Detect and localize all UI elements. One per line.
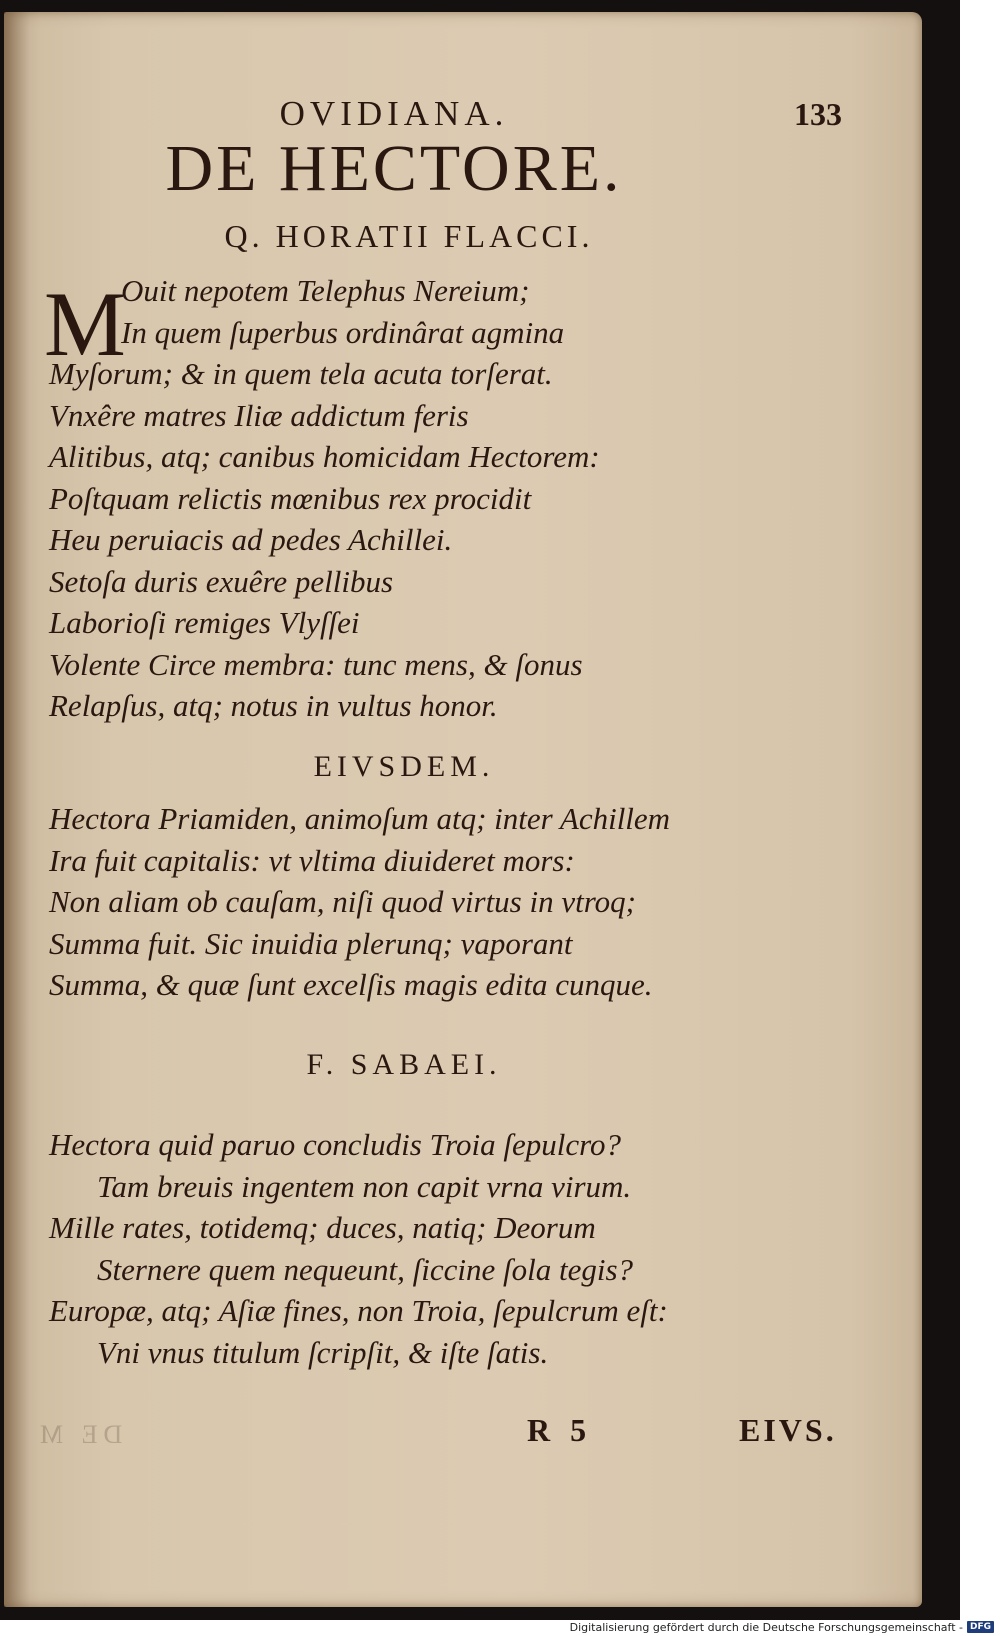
verse-line: Hectora quid paruo concludis Troia ſepulcro? bbox=[49, 1127, 622, 1162]
verse-line: Volente Circe membra: tunc mens, & ſonus bbox=[49, 646, 583, 682]
running-head: OVIDIANA. bbox=[279, 94, 509, 133]
page-number: 133 bbox=[794, 96, 842, 132]
section-heading-eiusdem: EIVSDEM. bbox=[313, 750, 495, 783]
verse-line: Vnxêre matres Iliæ addictum feris bbox=[49, 397, 469, 433]
verse-line: Sternere quem nequeunt, ſiccine ſola tegis? bbox=[97, 1251, 634, 1287]
show-through-text: DE M bbox=[34, 1420, 123, 1449]
verse-line: In quem ſuperbus ordinârat agmina bbox=[121, 314, 565, 350]
verse-line: Non aliam ob cauſam, niſi quod virtus in vtroq; bbox=[49, 884, 636, 919]
verse-line: Heu peruiacis ad pedes Achillei. bbox=[49, 522, 453, 557]
verse-line: Setoſa duris exuêre pellibus bbox=[49, 563, 394, 599]
poem-eiusdem bbox=[49, 798, 829, 1006]
verse-line: Europæ, atq; Aſiæ fines, non Troia, ſepulcrum eſt: bbox=[49, 1293, 668, 1328]
signature-mark: R 5 bbox=[527, 1412, 593, 1448]
verse-line: Ira fuit capitalis: vt vltima diuideret mors: bbox=[49, 842, 575, 878]
verse-line: Vni vnus titulum ſcripſit, & iſte ſatis. bbox=[97, 1334, 549, 1370]
poem-horace bbox=[49, 270, 829, 727]
verse-line: Hectora Priamiden, animoſum atq; inter Achillem bbox=[49, 801, 671, 836]
credit-text: Digitalisierung gefördert durch die Deutsche Forschungsgemeinschaft - bbox=[569, 1620, 963, 1634]
verse-line: Myſorum; & in quem tela acuta torſerat. bbox=[49, 356, 553, 391]
page-title: DE HECTORE. bbox=[165, 132, 623, 205]
book-page bbox=[4, 12, 922, 1607]
poem-sabaei bbox=[49, 1124, 829, 1373]
verse-line: Ouit nepotem Telephus Nereium; bbox=[121, 273, 530, 308]
verse-line: Relapſus, atq; notus in vultus honor. bbox=[49, 688, 498, 723]
verse-line: Alitibus, atq; canibus homicidam Hectorem: bbox=[49, 439, 600, 474]
catchword: EIVS. bbox=[739, 1412, 837, 1448]
verse-line: Laborioſi remiges Vlyſſei bbox=[49, 605, 360, 640]
section-heading-sabaei: F. SABAEI. bbox=[306, 1048, 502, 1081]
verse-line: Summa, & quæ ſunt excelſis magis edita cunque. bbox=[49, 967, 653, 1002]
author-heading: Q. HORATII FLACCI. bbox=[224, 218, 594, 254]
drop-cap: M bbox=[44, 273, 126, 375]
verse-line: Mille rates, totidemq; duces, natiq; Deorum bbox=[49, 1210, 596, 1245]
verse-line: Summa fuit. Sic inuidia plerunq; vaporant bbox=[49, 925, 573, 961]
digitization-credit bbox=[570, 1620, 994, 1634]
verse-line: Tam breuis ingentem non capit vrna virum. bbox=[97, 1168, 632, 1204]
dfg-logo: DFG bbox=[967, 1621, 994, 1633]
verse-line: Poſtquam relictis mœnibus rex procidit bbox=[49, 480, 532, 516]
